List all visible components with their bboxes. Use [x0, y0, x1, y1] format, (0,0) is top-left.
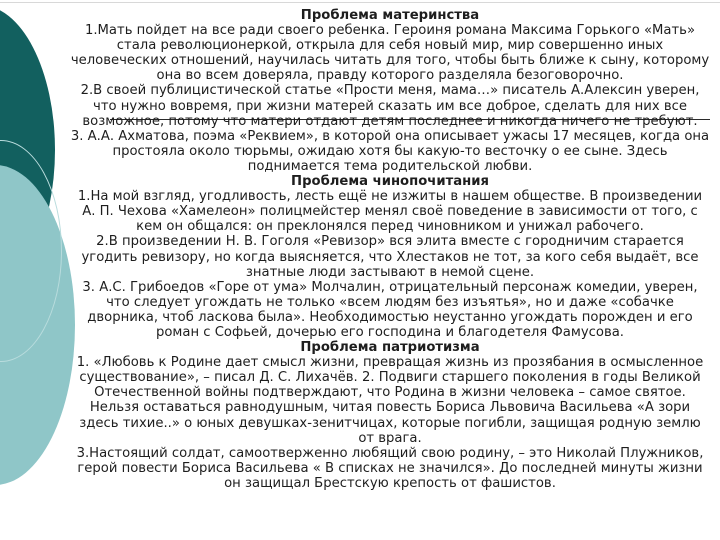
paragraph-aleksin: 2.В своей публицистической статье «Прости меня, мама…» писатель А.Алексин уверен, что нужно вовремя, при жизни матерей сказать им все доброе, сделать для них все возможное, потому что матери отдают детям последнее и никогда ничего не требуют. — [80, 83, 700, 129]
heading-motherhood: Проблема материнства — [300, 8, 480, 23]
heading-servility: Проблема чинопочитания — [291, 174, 489, 190]
paragraph-likhachev-vasiliev: 1. «Любовь к Родине дает смысл жизни, превращая жизнь из прозябания в осмысленное существование», – писал Д. С. Лихачёв. 2. Подвиги старшего поколения в годы Великой Отечественной войны подтверждают, что Родина в жизни человека – самое святое. Нельзя оставаться равнодушным, читая повесть Бориса Львовича Васильева «А зори здесь тихие..» о юных девушках-зенитчицах, которые погибли, защищая родную землю от врага. — [76, 355, 704, 446]
paragraph-pluzhnikov: 3.Настоящий солдат, самоотверженно любящий свою родину, – это Николай Плужников, герой повести Бориса Васильева « В списках не значился». До последней минуты жизни он защищал Брестскую крепость от фашистов. — [76, 445, 704, 491]
paragraph-gorky-mother: 1.Мать пойдет на все ради своего ребенка. Героиня романа Максима Горького «Мать» стала революционеркой, открыла для себя новый мир, мир совершенно иных человеческих отношений, научилась читать для того, чтобы быть ближе к сыну, которому она во всем доверяла, правду которого разделяла безоговорочно. — [70, 23, 710, 84]
paragraph-chekhov: 1.На мой взгляд, угодливость, лесть ещё не изжиты в нашем обществе. В произведении А. П. Чехова «Хамелеон» полицмейстер менял своё поведение в зависимости от того, с кем он общался: он преклонялся перед чиновником и унижал рабочего. — [77, 189, 703, 235]
paragraph-griboedov: 3. А.С. Грибоедов «Горе от ума» Молчалин, отрицательный персонаж комедии, уверен, что следует угождать не только «всем людям без изъятья», но и даже «собачке дворника, чтоб ласкова была». Необходимостью неустанно угождать порожден и его роман с Софьей, дочерью его господина и благодетеля Фамусова. — [82, 279, 698, 340]
top-divider — [0, 2, 720, 3]
paragraph-akhmatova: 3. А.А. Ахматова, поэма «Реквием», в которой она описывает ужасы 17 месяцев, когда она простояла около тюрьмы, ожидаю хотя бы какую-то весточку о ее сыне. Здесь поднимается тема родительской любви. — [70, 128, 710, 174]
slide-body — [70, 8, 710, 491]
heading-patriotism: Проблема патриотизма — [300, 340, 480, 356]
paragraph-gogol: 2.В произведении Н. В. Гоголя «Ревизор» вся элита вместе с городничим старается угодить ревизору, но когда выясняется, что Хлестаков не тот, за кого себя выдаёт, все знатные люди застывают в немой сцене. — [81, 234, 699, 280]
